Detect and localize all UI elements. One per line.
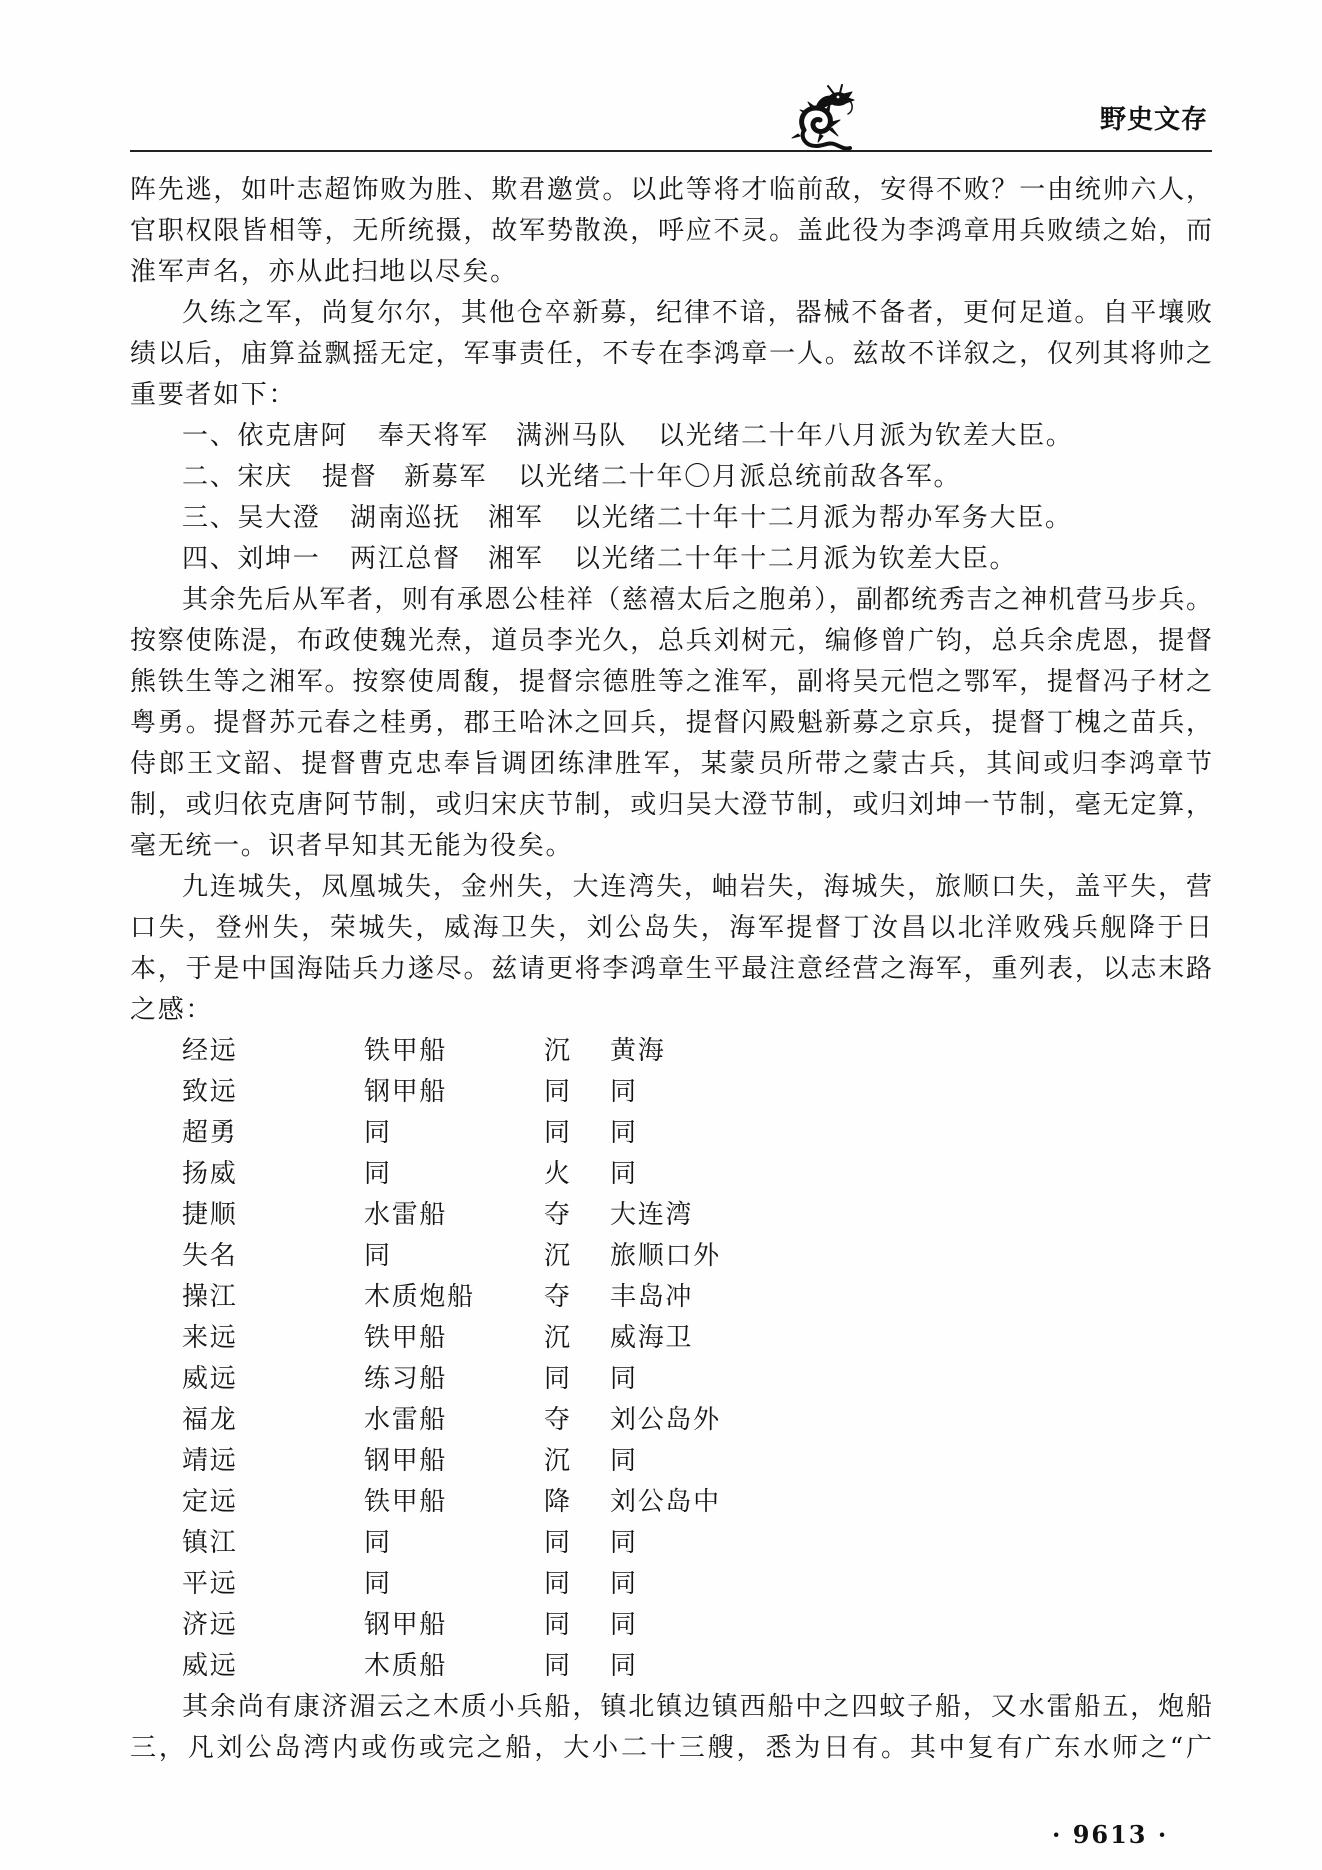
ship-type: 钢甲船 <box>364 1446 448 1476</box>
paragraph <box>130 867 1212 1031</box>
text-line: 按察使陈湜，布政使魏光焘，道员李光久，总兵刘树元，编修曾广钧，总兵余虎恩，提督 <box>130 626 1212 656</box>
ship-place: 威海卫 <box>610 1323 694 1353</box>
table-row <box>130 1277 1212 1318</box>
table-row <box>130 1441 1212 1482</box>
ship-fate: 夺 <box>544 1405 572 1435</box>
ship-type: 铁甲船 <box>364 1487 448 1517</box>
ship-type: 铁甲船 <box>364 1323 448 1353</box>
text-line: 侍郎王文韶、提督曹克忠奉旨调团练津胜军，某蒙员所带之蒙古兵，其间或归李鸿章节 <box>130 749 1212 779</box>
ship-fate: 同 <box>544 1118 572 1148</box>
commander-troops: 满洲马队 <box>516 421 627 451</box>
table-row <box>130 1400 1212 1441</box>
ship-type: 钢甲船 <box>364 1610 448 1640</box>
table-row <box>130 1072 1212 1113</box>
ship-place: 同 <box>610 1118 638 1148</box>
table-row <box>130 1605 1212 1646</box>
ship-name: 失名 <box>182 1241 238 1271</box>
ship-type: 木质炮船 <box>364 1282 475 1312</box>
ship-fate: 降 <box>544 1487 572 1517</box>
ship-type: 同 <box>364 1241 392 1271</box>
list-item <box>130 416 1212 457</box>
ship-fate: 同 <box>544 1528 572 1558</box>
ship-place: 同 <box>610 1364 638 1394</box>
ship-place: 同 <box>610 1528 638 1558</box>
table-row <box>130 1482 1212 1523</box>
page-number: · 9613 · <box>1052 1820 1169 1849</box>
ship-place: 黄海 <box>610 1036 666 1066</box>
ship-place: 同 <box>610 1159 638 1189</box>
ship-place: 同 <box>610 1446 638 1476</box>
ship-name: 定远 <box>182 1487 238 1517</box>
commander-troops: 新募军 <box>404 462 488 492</box>
text-line: 淮军声名，亦从此扫地以尽矣。 <box>130 257 518 287</box>
ship-fate: 夺 <box>544 1282 572 1312</box>
text-line: 熊铁生等之湘军。按察使周馥，提督宗德胜等之淮军，副将吴元恺之鄂军，提督冯子材之 <box>130 667 1212 697</box>
ship-name: 平远 <box>182 1569 238 1599</box>
ship-name: 福龙 <box>182 1405 238 1435</box>
ship-place: 刘公岛中 <box>610 1487 721 1517</box>
commander-title: 提督 <box>322 462 378 492</box>
ship-place: 大连湾 <box>610 1200 694 1230</box>
ship-name: 经远 <box>182 1036 238 1066</box>
list-item <box>130 457 1212 498</box>
text-line: 阵先逃，如叶志超饰败为胜、欺君邀赏。以此等将才临前敌，安得不败？一由统帅六人， <box>130 175 1212 205</box>
text-line: 三，凡刘公岛湾内或伤或完之船，大小二十三艘，悉为日有。其中复有广东水师之“广 <box>130 1733 1212 1763</box>
ship-type: 水雷船 <box>364 1405 448 1435</box>
text-line: 重要者如下： <box>130 380 297 410</box>
list-item <box>130 498 1212 539</box>
paragraph <box>130 293 1212 416</box>
text-line: 官职权限皆相等，无所统摄，故军势散涣，呼应不灵。盖此役为李鸿章用兵败绩之始，而 <box>130 216 1212 246</box>
text-line: 口失，登州失，荣城失，威海卫失，刘公岛失，海军提督丁汝昌以北洋败残兵舰降于日 <box>130 913 1212 943</box>
ship-name: 济远 <box>182 1610 238 1640</box>
ship-type: 同 <box>364 1528 392 1558</box>
table-row <box>130 1154 1212 1195</box>
ship-fate: 夺 <box>544 1200 572 1230</box>
commander-title: 奉天将军 <box>378 421 489 451</box>
commander-troops: 湘军 <box>488 544 544 574</box>
ship-place: 旅顺口外 <box>610 1241 721 1271</box>
text-line: 之感： <box>130 995 214 1025</box>
table-row <box>130 1564 1212 1605</box>
ship-name: 超勇 <box>182 1118 238 1148</box>
running-header-title: 野史文存 <box>1100 105 1209 135</box>
text-line: 本，于是中国海陆兵力遂尽。兹请更将李鸿章生平最注意经营之海军，重列表，以志末路 <box>130 954 1212 984</box>
ship-name: 威远 <box>182 1364 238 1394</box>
ship-fate: 沉 <box>544 1446 572 1476</box>
text-line: 绩以后，庙算益飘摇无定，军事责任，不专在李鸿章一人。兹故不详叙之，仅列其将帅之 <box>130 339 1212 369</box>
commander-appointment: 以光绪二十年十二月派为钦差大臣。 <box>574 544 1018 574</box>
commander-troops: 湘军 <box>488 503 544 533</box>
ship-name: 捷顺 <box>182 1200 238 1230</box>
commander-name: 三、吴大澄 <box>182 503 321 533</box>
ship-type: 铁甲船 <box>364 1036 448 1066</box>
ship-type: 同 <box>364 1569 392 1599</box>
commander-list <box>130 416 1212 580</box>
ship-fate: 同 <box>544 1364 572 1394</box>
ship-type: 练习船 <box>364 1364 448 1394</box>
ship-name: 扬威 <box>182 1159 238 1189</box>
ship-fate: 沉 <box>544 1036 572 1066</box>
ship-fate: 同 <box>544 1651 572 1681</box>
ship-name: 靖远 <box>182 1446 238 1476</box>
commander-appointment: 以光绪二十年八月派为钦差大臣。 <box>658 421 1074 451</box>
ship-type: 水雷船 <box>364 1200 448 1230</box>
commander-name: 四、刘坤一 <box>182 544 321 574</box>
ship-name: 镇江 <box>182 1528 238 1558</box>
table-row <box>130 1195 1212 1236</box>
commander-name: 一、依克唐阿 <box>182 421 349 451</box>
paragraph <box>130 1687 1212 1769</box>
ship-place: 同 <box>610 1569 638 1599</box>
header-rule <box>130 150 1212 152</box>
table-row <box>130 1031 1212 1072</box>
paragraph <box>130 170 1212 293</box>
ship-type: 钢甲船 <box>364 1077 448 1107</box>
table-row <box>130 1318 1212 1359</box>
table-row <box>130 1113 1212 1154</box>
text-line: 制，或归依克唐阿节制，或归宋庆节制，或归吴大澄节制，或归刘坤一节制，毫无定算， <box>130 790 1212 820</box>
table-row <box>130 1236 1212 1277</box>
ship-place: 同 <box>610 1077 638 1107</box>
text-line: 粤勇。提督苏元春之桂勇，郡王哈沐之回兵，提督闪殿魁新募之京兵，提督丁槐之苗兵， <box>130 708 1212 738</box>
commander-appointment: 以光绪二十年十二月派为帮办军务大臣。 <box>574 503 1073 533</box>
commander-appointment: 以光绪二十年〇月派总统前敌各军。 <box>518 462 962 492</box>
ship-fate: 同 <box>544 1610 572 1640</box>
paragraph <box>130 580 1212 867</box>
ship-fate: 火 <box>544 1159 572 1189</box>
text-line: 久练之军，尚复尔尔，其他仓卒新募，纪律不谙，器械不备者，更何足道。自平壤败 <box>182 298 1212 328</box>
ship-place: 同 <box>610 1610 638 1640</box>
ship-type: 木质船 <box>364 1651 448 1681</box>
commander-title: 湖南巡抚 <box>350 503 461 533</box>
ship-place: 刘公岛外 <box>610 1405 721 1435</box>
text-line: 毫无统一。识者早知其无能为役矣。 <box>130 831 574 861</box>
text-line: 其余尚有康济湄云之木质小兵船，镇北镇边镇西船中之四蚊子船，又水雷船五，炮船 <box>182 1692 1212 1722</box>
table-row <box>130 1646 1212 1687</box>
ship-place: 同 <box>610 1651 638 1681</box>
ship-fate: 沉 <box>544 1323 572 1353</box>
table-row <box>130 1359 1212 1400</box>
ship-fate: 同 <box>544 1569 572 1599</box>
ship-place: 丰岛冲 <box>610 1282 694 1312</box>
ship-type: 同 <box>364 1159 392 1189</box>
page-body <box>130 170 1212 1769</box>
list-item <box>130 539 1212 580</box>
ship-fate: 同 <box>544 1077 572 1107</box>
ship-name: 威远 <box>182 1651 238 1681</box>
ship-name: 操江 <box>182 1282 238 1312</box>
dragon-logo-icon <box>790 84 856 154</box>
ship-fate: 沉 <box>544 1241 572 1271</box>
ship-name: 致远 <box>182 1077 238 1107</box>
commander-title: 两江总督 <box>350 544 461 574</box>
warship-table <box>130 1031 1212 1687</box>
table-row <box>130 1523 1212 1564</box>
ship-type: 同 <box>364 1118 392 1148</box>
commander-name: 二、宋庆 <box>182 462 293 492</box>
text-line: 其余先后从军者，则有承恩公桂祥（慈禧太后之胞弟），副都统秀吉之神机营马步兵。 <box>182 585 1212 615</box>
ship-name: 来远 <box>182 1323 238 1353</box>
text-line: 九连城失，凤凰城失，金州失，大连湾失，岫岩失，海城失，旅顺口失，盖平失，营 <box>182 872 1212 902</box>
